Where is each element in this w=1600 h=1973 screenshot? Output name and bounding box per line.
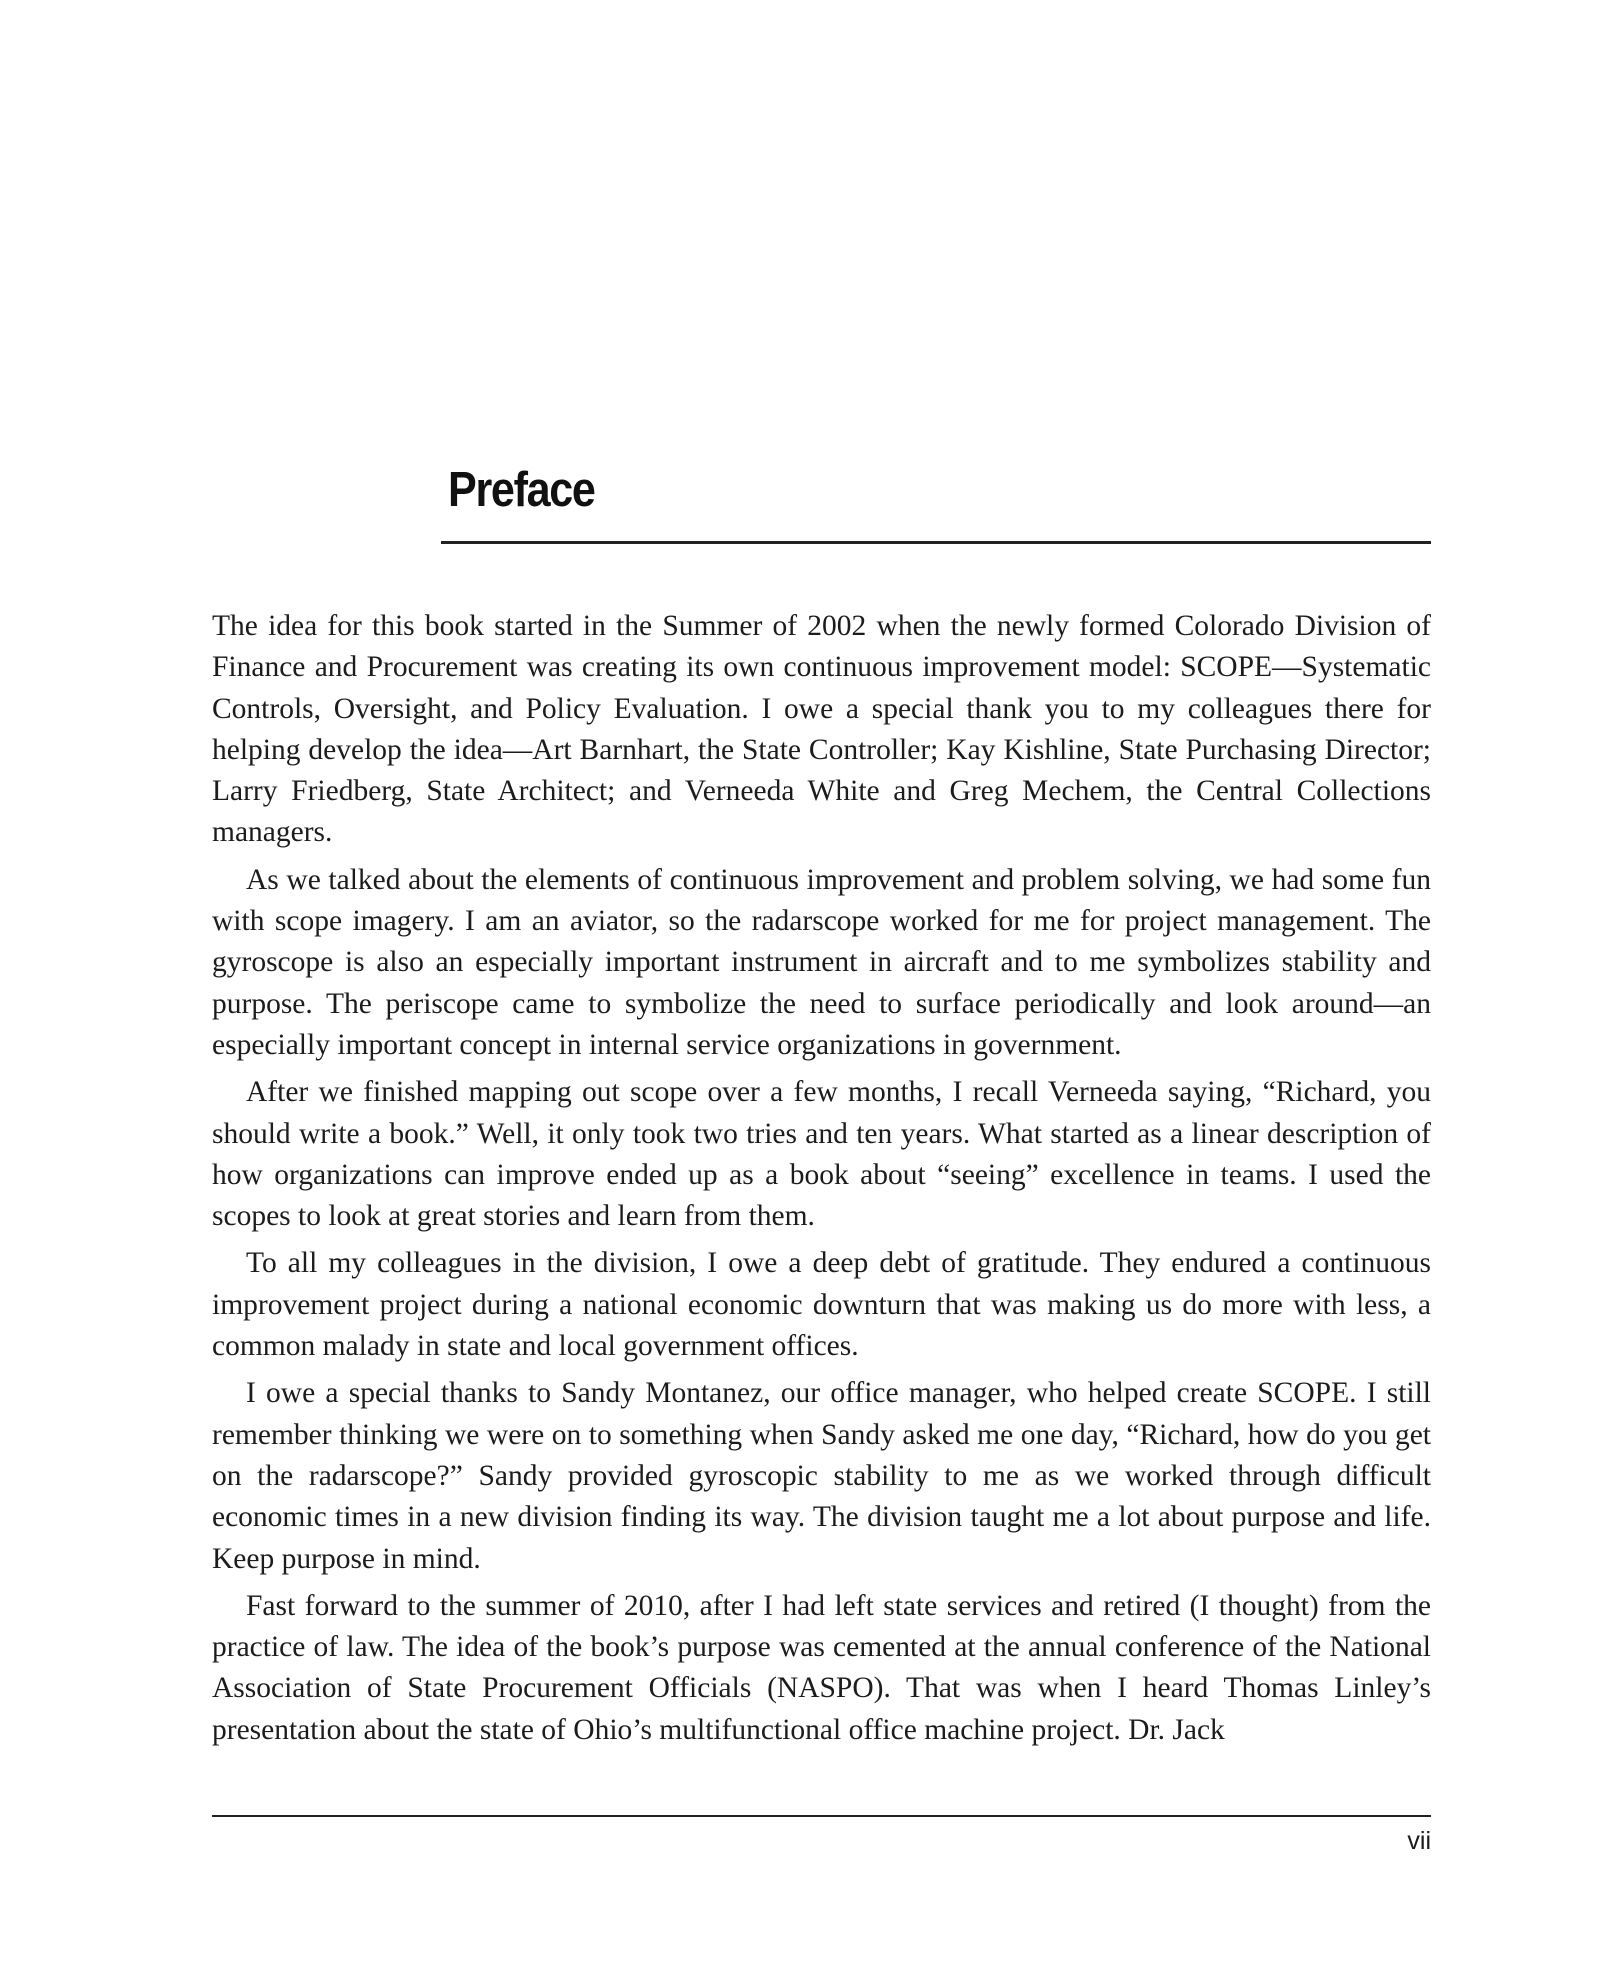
chapter-title: Preface	[448, 463, 595, 517]
preface-body	[212, 606, 1431, 1757]
paragraph-1: The idea for this book started in the Summer of 2002 when the newly formed Colorado Division of Finance and Procurement was creating its own continuous improvement model: SCOPE—Systematic Controls, Oversight, and Policy Evaluation. I owe a special thank you to my colleagues there for helping develop the idea—Art Barnhart, the State Controller; Kay Kishline, State Purchasing Director; Larry Friedberg, State Architect; and Verneeda White and Greg Mechem, the Central Collections managers.	[212, 610, 1431, 849]
paragraph-2: As we talked about the elements of continuous improvement and problem solving, we had some fun with scope imagery. I am an aviator, so the radarscope worked for me for project management. The gyroscope is also an especially important instrument in aircraft and to me symbolizes stability and purpose. The periscope came to symbolize the need to surface periodically and look around—an especially important concept in internal service organizations in government.	[212, 863, 1431, 1061]
paragraph-3: After we finished mapping out scope over a few months, I recall Verneeda saying, “Richard, you should write a book.” Well, it only took two tries and ten years. What started as a linear description of how organizations can improve ended up as a book about “seeing” excellence in teams. I used the scopes to look at great stories and learn from them.	[212, 1076, 1431, 1233]
title-rule	[441, 541, 1431, 544]
paragraph-4: To all my colleagues in the division, I owe a deep debt of gratitude. They endured a continuous improvement project during a national economic downturn that was making us do more with less, a common malady in state and local government offices.	[212, 1247, 1431, 1363]
page-number: vii	[1407, 1827, 1431, 1855]
paragraph-6: Fast forward to the summer of 2010, after I had left state services and retired (I thought) from the practice of law. The idea of the book’s purpose was cemented at the annual conference of the National Association of State Procurement Officials (NASPO). That was when I heard Thomas Linley’s presentation about the state of Ohio’s multifunctional office machine project. Dr. Jack	[212, 1589, 1431, 1746]
footer-rule	[212, 1815, 1431, 1817]
paragraph-5: I owe a special thanks to Sandy Montanez, our office manager, who helped create SCOPE. I still remember thinking we were on to something when Sandy asked me one day, “Richard, how do you get on the radarscope?” Sandy provided gyroscopic stability to me as we worked through difficult economic times in a new division finding its way. The division taught me a lot about purpose and life. Keep purpose in mind.	[212, 1377, 1431, 1575]
